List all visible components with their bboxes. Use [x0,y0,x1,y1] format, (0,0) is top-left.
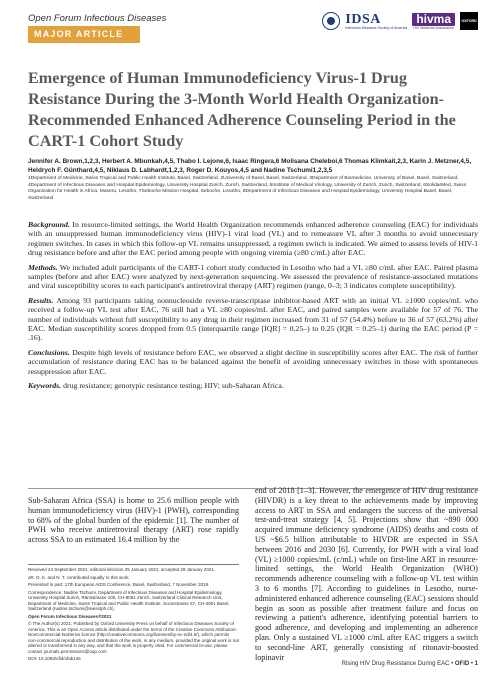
idsa-logo-text: IDSA [345,11,381,27]
journal-abbrev: OFID [454,661,470,667]
footnote-divider [28,564,239,565]
oup-logo: OXFORD [460,12,478,30]
footnote-doi: DOI: 10.1093/ofid/ofab146 [28,656,81,661]
footnote-equal-contribution: aR. D. K. and N. T. contributed equally to this work. [28,574,130,580]
abstract-background-heading: Background. [28,220,70,229]
body-column-right: end of 2018 [1–3]. However, the emergence of HIV drug resistance (HIVDR) is a key threat to the achievements made by improving access to ART in SSA and endangers the success of the universal test-and-treat strategy [4, 5]. Projections show that ~890 000 acquired immune deficiency syndrome (AIDS) deaths and costs of US ~$6.5 billion attributable to HIVDR are expected in SSA between 2016 and 2030 [6]. Currently, for PWH with a viral load (VL) ≥1000 copies/mL (c/mL) while on first-line ART in resource-limited settings, the World Health Organization (WHO) recommends adherence counseling with a follow-up VL test within 3 to 6 months [7]. According to guidelines in Lesotho, nurse-administered enhanced adherence counseling (EAC) sessions should begin as soon as possible after treatment failure and focus on reviewing a patient's adherence, identifying potential barriers to good adherence, and developing and implementing an adherence plan. Only a sustained VL ≥1000 c/mL after EAC triggers a switch to second-line ART, generally consisting of ritonavir-boosted lopinavir [255,486,478,662]
abstract-results-heading: Results. [28,296,54,306]
idsa-logo [345,13,407,30]
abstract-keywords-text: drug resistance; genotypic resistance testing; HIV; sub-Saharan Africa. [63,381,284,391]
footnote-copyright: © The Author(s) 2021. Published by Oxford University Press on behalf of Infectious Diseases Society of America. This is an Open Access article distributed under the terms of the Creative Commons Attribution-NonCommercial-NoDerivs licence (http://creativecommons.org/licenses/by-nc-nd/4.0/), which permits non-commercial reproduction and distribution of the work, in any medium, provided the original work is not altered or transformed in any way, and that the work is properly cited. For commercial re-use, please contact journals.permissions@oup.com [28,621,239,654]
running-title: Rising HIV Drug Resistance During EAC [341,661,450,667]
journal-name: Open Forum Infectious Diseases [28,13,167,24]
abstract-methods [28,263,478,291]
abstract-keywords-heading: Keywords. [28,381,62,391]
body-column-left: Sub-Saharan Africa (SSA) is home to 25.6 million people with human immunodeficiency virus (HIV)-1 (PWH), corresponding to 68% of the global burden of the epidemic [1]. The number of PWH who receive antiretroviral therapy (ART) rose rapidly across SSA to an estimated 16.4 million by the [28,496,239,545]
footnote-correspondence: Correspondence: Nadine Tschumi, Department of Infectious Diseases and Hospital Epidemiology, University Hospital Zurich, Rämistrasse 100, CH-8091 Zürich, Switzerland Clinical Research Unit, Department of Medicine, Swiss Tropical and Public Health Institute, Socinstrasse 57, CH-4051 Basel, Switzerland (nadine.tschumi@swisstph.ch). [28,589,230,611]
abstract-conclusions-text: Despite high levels of resistance before EAC, we observed a slight decline in susceptibility scores after EAC. The risk of further accumulation of resistance during EAC has to be balanced against the benefit of avoiding unnecessary switches in those with spontaneous resuppression after EAC. [28,348,478,376]
abstract-keywords [28,381,478,390]
abstract [28,220,478,396]
author-affiliations: 1Department of Medicine, Swiss Tropical and Public Health Institute, Basel, Switzerland, 2University of Basel, Basel, Switzerland, 3Department of Biomedicine, University of Basel, Basel, Switzerland, 4Department of Infectious Diseases and Hospital Epidemiology, University Hospital Zurich, Zurich, Switzerland, 5Institute of Medical Virology, University of Zurich, Zurich, Switzerland, 6SolidarMed, Swiss Organization for Health in Africa, Maseru, Lesotho, 7Seboche Mission Hospital, Seboche, Lesotho, 8Department of Infectious Diseases and Hospital Epidemiology, University Hospital Basel, Basel, Switzerland [28,176,467,201]
hivma-tagline: HIV Medicine Association [413,25,454,30]
abstract-conclusions-heading: Conclusions. [28,348,70,358]
abstract-conclusions [28,348,478,376]
hivma-logo [412,13,455,30]
abstract-results-text: Among 93 participants taking nonnucleoside reverse-transcriptase inhibitor-based ART with an initial VL ≥1000 copies/mL who received a follow-up VL test after EAC, 76 still had a VL ≥80 copies/mL after EAC, and paired samples were available for 57 of 76. The number of individuals without full susceptibility to any drug in their regimen increased from 31 of 57 (54.4%) before to 36 of 57 (63.2%) after EAC. Median susceptibility scores dropped from 0.5 (interquartile range [IQR] = 0.25–) to 0.25 (IQR = 0.25–1) during the EAC period (P = .16). [28,296,478,343]
footnotes [28,567,239,664]
footnote-received: Received 24 September 2021; editorial decision 25 January 2021; accepted 29 January 2021. [28,567,216,572]
article-type-banner: MAJOR ARTICLE [28,26,140,43]
footnote-journal-line: Open Forum Infectious Diseases®2021 [28,613,112,619]
abstract-methods-heading: Methods. [28,262,58,272]
abstract-background [28,220,478,257]
hivma-logo-text: hivma [412,13,455,26]
abstract-background-text: In resource-limited settings, the World Health Organization recommends enhanced adherence counseling (EAC) for individuals with an unsuppressed human immunodeficiency virus (HIV)-1 viral load (VL) and to remeasure VL after 3 months to avoid unnecessary regimen switches. In cases in which this follow-up VL remains unsuppressed, a regimen switch is indicated. We aimed to assess levels of HIV-1 drug resistance before and after the EAC period among people with ongoing viremia (≥80 c/mL) after EAC. [28,220,478,257]
author-list: Jennifer A. Brown,1,2,3, Herbert A. Mbunkah,4,5, Thabo I. Lejone,6, Isaac Ringera,6 Molisana Cheleboi,6 Thomas Klimkait,2,3, Karin J. Metzner,4,5, Heldrych F. Günthard,4,5, Niklaus D. Labhardt,1,2,3, Roger D. Kouyos,4,5 and Nadine Tschumi1,2,3,5 [28,158,472,174]
article-title: Emergence of Human Immunodeficiency Virus-1 Drug Resistance During the 3-Month World Health Organization-Recommended Enhanced Adherence Counseling Period in the CART-1 Cohort Study [28,69,456,150]
abstract-results [28,296,478,342]
page-footer: Rising HIV Drug Resistance During EAC • OFID • 1 [341,661,478,667]
publisher-logos [322,12,478,30]
idsa-seal-icon [322,12,340,30]
footnote-presented: Presented in part: 17th European AIDS Conference, Basel, Switzerland, 7 November 2019. [28,582,210,587]
abstract-methods-text: We included adult participants of the CART-1 cohort study conducted in Lesotho who had a VL ≥80 c/mL after EAC. Paired plasma samples (before and after EAC) were analyzed by next-generation sequencing. We assessed the prevalence of resistance-associated mutations and viral susceptibility scores to each participant's antiretroviral therapy (ART) regimen (range, 0–3; 3 indicates complete susceptibility). [28,262,478,291]
page-number: 1 [474,661,478,667]
idsa-tagline: Infectious Diseases Society of America [345,25,408,30]
